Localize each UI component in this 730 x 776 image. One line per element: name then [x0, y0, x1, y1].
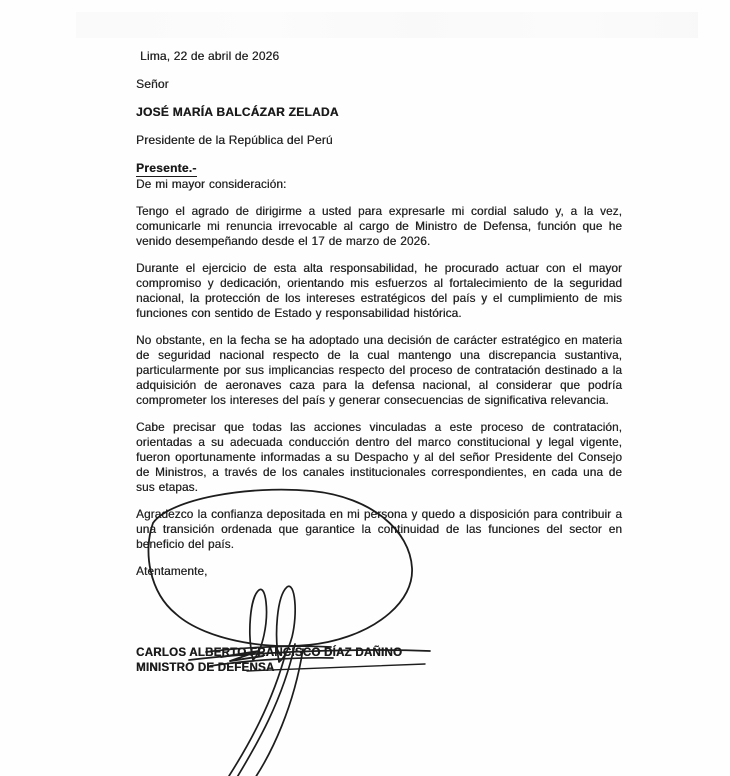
presente-underlined-text: Presente.-	[136, 161, 197, 175]
signer-name: CARLOS ALBERTO FRANCISCO DÍAZ DAÑINO	[136, 646, 403, 659]
closing-line: Atentamente,	[136, 564, 208, 578]
recipient-title: Presidente de la República del Perú	[136, 133, 333, 147]
signer-block	[136, 645, 622, 675]
body-paragraph-4: Cabe precisar que todas las acciones vinculadas a este proceso de contratación, orientadas a su adecuada conducción dentro del marco constitucional y legal vigente, fueron oportunamente informadas a su Despacho y al del señor Presidente del Consejo de Ministros, a través de los canales institucionales correspondientes, en cada una de sus etapas.	[136, 420, 622, 494]
presente-line	[136, 161, 622, 177]
body-paragraph-2: Durante el ejercicio de esta alta responsabilidad, he procurado actuar con el mayor compromiso y dedicación, orientando mis esfuerzos al fortalecimiento de la seguridad nacional, la protección de los intereses estratégicos del país y el cumplimiento de mis funciones con sentido de Estado y responsabilidad histórica.	[136, 261, 622, 320]
body-paragraph-5: Agradezco la confianza depositada en mi persona y quedo a disposición para contribuir a una transición ordenada que garantice la continuidad de las funciones del sector en beneficio del país.	[136, 507, 622, 551]
recipient-salutation: Señor	[136, 77, 169, 91]
body-paragraph-3: No obstante, en la fecha se ha adoptado una decisión de carácter estratégico en materia de seguridad nacional respecto de la cual mantengo una discrepancia sustantiva, particularmente por sus implicancias respecto del proceso de contratación destinado a la adquisición de aeronaves caza para la defensa nacional, al considerar que podría comprometer los intereses del país y generar consecuencias de significativa relevancia.	[136, 333, 622, 407]
greeting-line: De mi mayor consideración:	[136, 177, 287, 191]
recipient-name: JOSÉ MARÍA BALCÁZAR ZELADA	[136, 105, 339, 119]
date-line: Lima, 22 de abril de 2026	[140, 49, 280, 63]
body-paragraph-1: Tengo el agrado de dirigirme a usted para expresarle mi cordial saludo y, a la vez, comunicarle mi renuncia irrevocable al cargo de Ministro de Defensa, función que he venido desempeñando desde el 17 de marzo de 2026.	[136, 204, 622, 248]
scan-noise-band	[76, 12, 698, 38]
letter-content	[136, 49, 622, 675]
signer-title: MINISTRO DE DEFENSA	[136, 661, 275, 674]
